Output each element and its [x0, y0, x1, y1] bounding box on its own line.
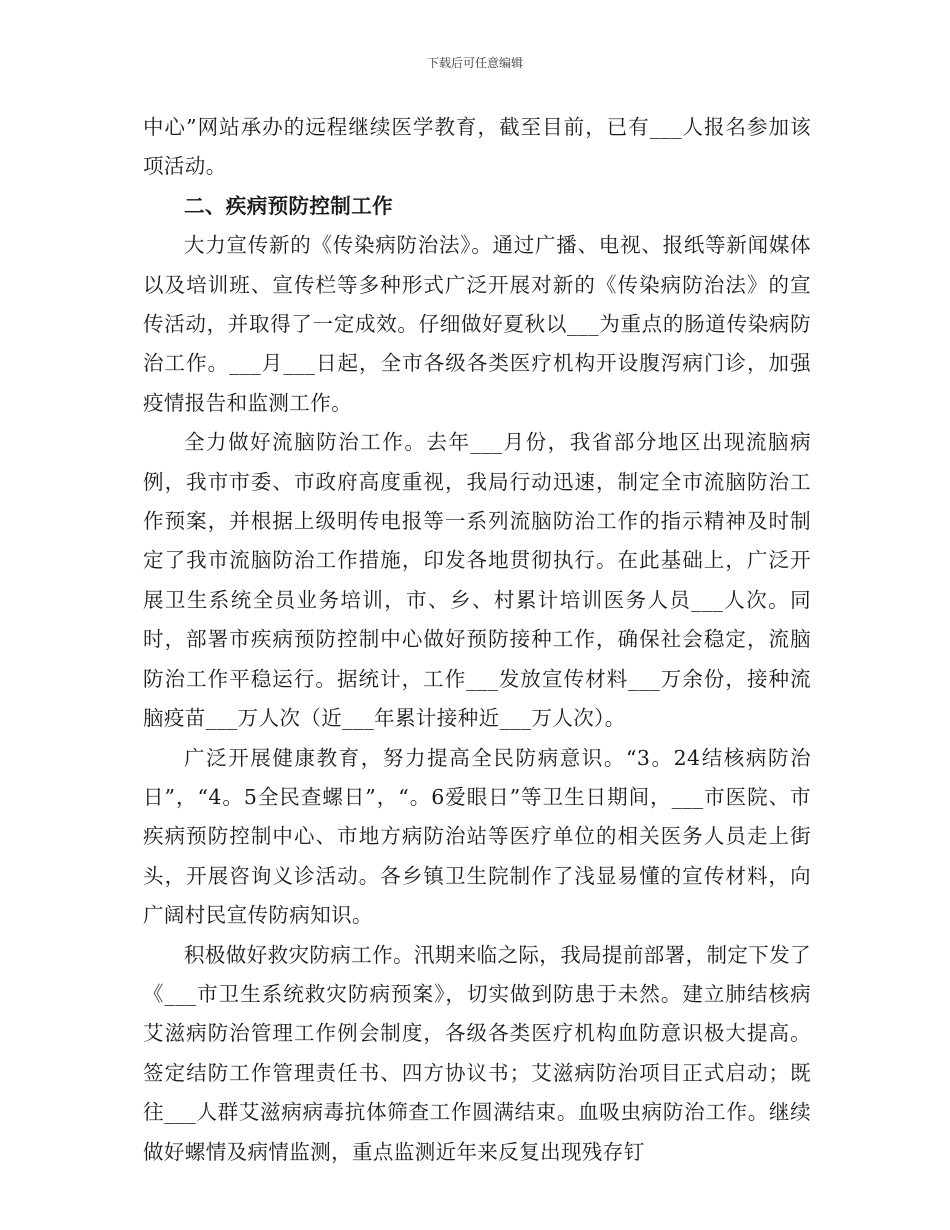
paragraph-infectious-disease-law: 大力宣传新的《传染病防治法》。通过广播、电视、报纸等新闻媒体以及培训班、宣传栏等多种形式广泛开展对新的《传染病防治法》的宣传活动，并取得了一定成效。仔细做好夏秋以___为重点的肠道传染病防治工作。___月___日起，全市各级各类医疗机构开设腹泻病门诊，加强疫情报告和监测工作。	[143, 233, 811, 415]
section-heading: 二、疾病预防控制工作	[184, 193, 393, 218]
document-body	[143, 108, 811, 1172]
paragraph-health-education: 广泛开展健康教育，努力提高全民防病意识。“3。24结核病防治日”，“4。5全民查螺日”，“。6爱眼日”等卫生日期间，___市医院、市疾病预防控制中心、市地方病防治站等医疗单位的相关医务人员走上街头，开展咨询义诊活动。各乡镇卫生院制作了浅显易懂的宣传材料，向广阔村民宣传防病知识。	[143, 745, 811, 928]
page-header: 下载后可任意编辑	[426, 56, 523, 70]
paragraph-disaster-prevention: 积极做好救灾防病工作。汛期来临之际，我局提前部署，制定下发了《___市卫生系统救灾防病预案》，切实做到防患于未然。建立肺结核病艾滋病防治管理工作例会制度，各级各类医疗机构血防意识极大提高。签定结防工作管理责任书、四方协议书；艾滋病防治项目正式启动；既往___人群艾滋病病毒抗体筛查工作圆满结束。血吸虫病防治工作。继续做好螺情及病情监测，重点监测近年来反复出现残存钉	[143, 942, 811, 1164]
paragraph-continuation: 中心”网站承办的远程继续医学教育，截至目前，已有___人报名参加该项活动。	[143, 115, 811, 179]
paragraph-meningitis-control: 全力做好流脑防治工作。去年___月份，我省部分地区出现流脑病例，我市市委、市政府高度重视，我局行动迅速，制定全市流脑防治工作预案，并根据上级明传电报等一系列流脑防治工作的指示精神及时制定了我市流脑防治工作措施，印发各地贯彻执行。在此基础上，广泛开展卫生系统全员业务培训，市、乡、村累计培训医务人员___人次。同时，部署市疾病预防控制中心做好预防接种工作，确保社会稳定，流脑防治工作平稳运行。据统计，工作___发放宣传材料___万余份，接种流脑疫苗___万人次（近___年累计接种近___万人次）。	[143, 430, 811, 731]
